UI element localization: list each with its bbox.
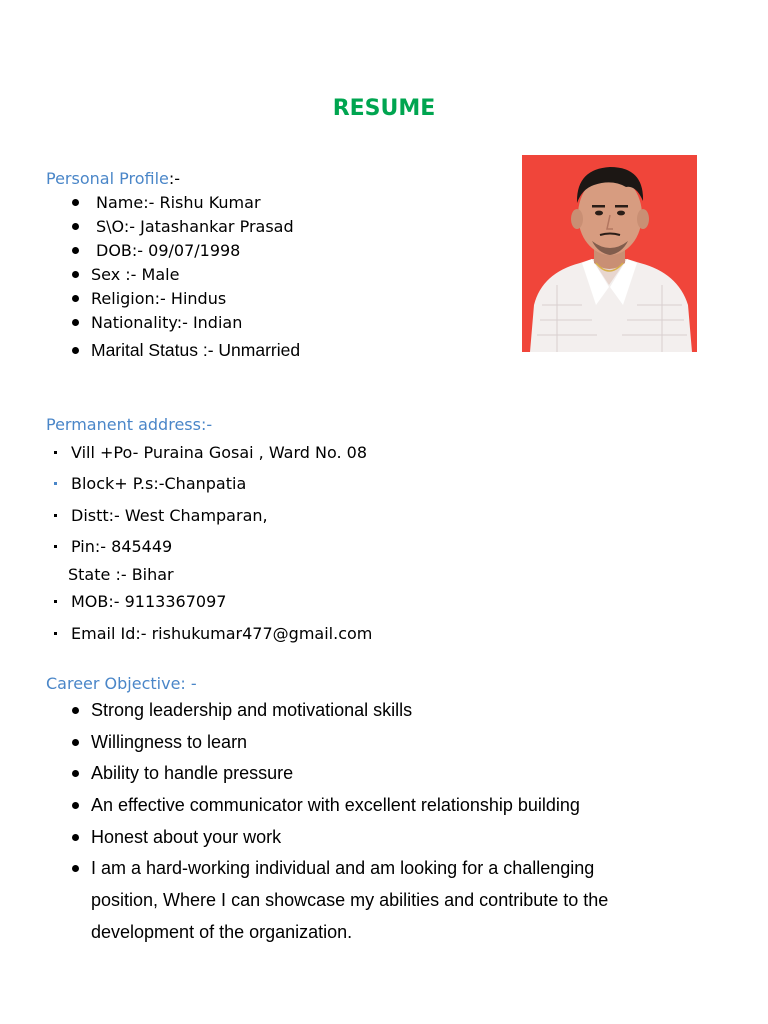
- bullet-icon: [54, 545, 57, 548]
- list-item: Religion:- Hindus: [46, 287, 486, 311]
- career-objective-list: [46, 695, 726, 949]
- bullet-icon: [72, 834, 79, 841]
- permanent-address-heading: Permanent address:-: [46, 415, 213, 434]
- bullet-icon: [54, 600, 57, 603]
- bullet-icon: [72, 199, 79, 206]
- list-item: Willingness to learn: [46, 727, 726, 759]
- list-item-continuation: development of the organization.: [91, 921, 353, 942]
- list-item: Sex :- Male: [46, 263, 486, 287]
- bullet-icon: [72, 739, 79, 746]
- list-item: Nationality:- Indian: [46, 311, 486, 335]
- list-item: S\O:- Jatashankar Prasad: [46, 215, 486, 239]
- list-item: Name:- Rishu Kumar: [46, 191, 486, 215]
- bullet-icon: [54, 514, 57, 517]
- bullet-icon: [72, 707, 79, 714]
- bullet-icon: [72, 865, 79, 872]
- bullet-icon: [72, 271, 79, 278]
- list-item: Strong leadership and motivational skills: [46, 695, 726, 727]
- bullet-icon: [72, 770, 79, 777]
- personal-profile-list: [46, 191, 486, 365]
- bullet-icon: [54, 451, 57, 454]
- bullet-icon: [72, 319, 79, 326]
- list-item-continuation: position, Where I can showcase my abilities and contribute to the: [91, 890, 609, 911]
- bullet-icon: [72, 347, 79, 354]
- profile-photo: [522, 155, 697, 352]
- bullet-icon: [54, 632, 57, 635]
- bullet-icon: [72, 802, 79, 809]
- personal-profile-heading-suffix: :-: [168, 169, 181, 188]
- person-portrait-icon: [522, 155, 697, 352]
- career-objective-heading: Career Objective: -: [46, 674, 197, 693]
- list-item: Marital Status :- Unmarried: [46, 335, 486, 365]
- list-item: Ability to handle pressure: [46, 758, 726, 790]
- list-item: An effective communicator with excellent relationship building: [46, 790, 726, 822]
- resume-title: RESUME: [332, 96, 436, 121]
- list-item: DOB:- 09/07/1998: [46, 239, 486, 263]
- list-item: Honest about your work: [46, 822, 726, 854]
- bullet-icon: [54, 482, 57, 485]
- list-item: I am a hard-working individual and am looking for a challenging: [46, 853, 726, 885]
- bullet-icon: [72, 295, 79, 302]
- personal-profile-heading: [46, 169, 180, 188]
- bullet-icon: [72, 223, 79, 230]
- bullet-icon: [72, 247, 79, 254]
- personal-profile-heading-text: Personal Profile: [46, 169, 169, 188]
